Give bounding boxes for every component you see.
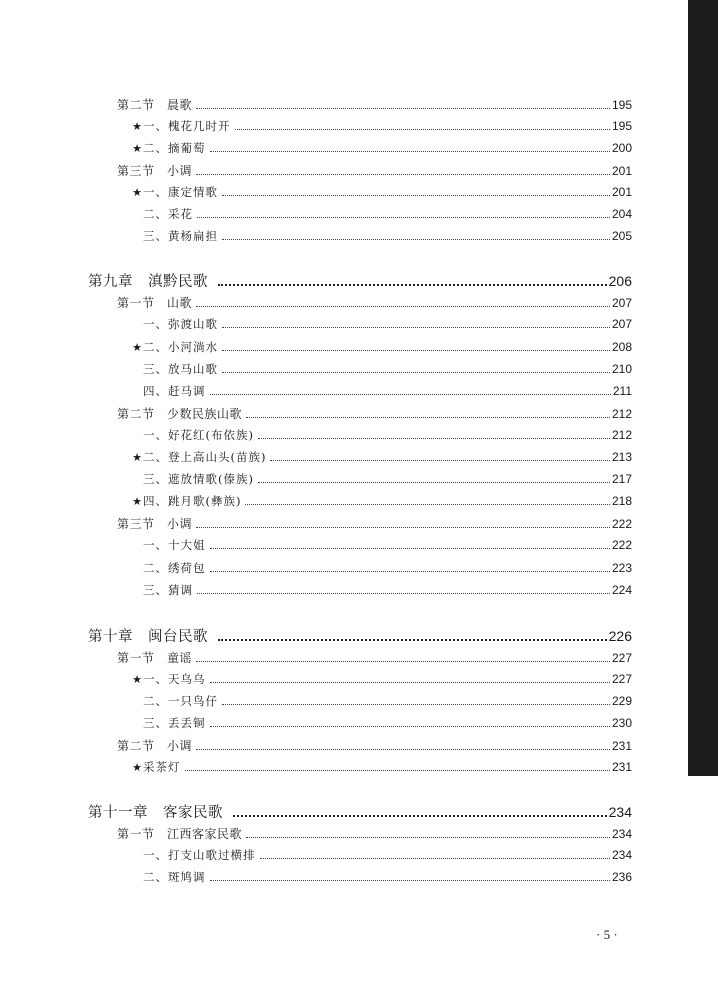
toc-entry-song bbox=[128, 361, 632, 377]
dot-leader bbox=[222, 327, 610, 328]
toc-entry-page: 210 bbox=[611, 362, 632, 376]
dot-leader bbox=[210, 880, 610, 881]
toc-entry-song bbox=[128, 869, 632, 885]
dot-leader bbox=[210, 548, 610, 549]
toc-entry-page: 201 bbox=[611, 185, 632, 199]
toc-entry-page: 207 bbox=[611, 296, 632, 310]
toc-entry-title: 二、小河淌水 bbox=[143, 340, 218, 354]
toc-entry-title: 二、绣荷包 bbox=[143, 561, 206, 575]
toc-entry-section bbox=[117, 825, 632, 842]
toc-entry-title: 三、丢丢铜 bbox=[143, 716, 206, 730]
toc-entry-song bbox=[128, 693, 632, 709]
toc-entry-title: 第三节 小调 bbox=[117, 517, 193, 531]
toc-entry-title: 第一节 江西客家民歌 bbox=[117, 827, 243, 841]
toc-entry-title: 第二节 小调 bbox=[117, 739, 193, 753]
dot-leader bbox=[210, 571, 610, 572]
toc-entry-title: 一、槐花几时开 bbox=[143, 119, 231, 133]
dot-leader bbox=[197, 593, 610, 594]
toc-entry-page: 204 bbox=[611, 207, 632, 221]
toc-entry-title: 采茶灯 bbox=[143, 760, 181, 774]
toc-entry-title: 一、十大姐 bbox=[143, 538, 206, 552]
toc-entry-page: 227 bbox=[611, 651, 632, 665]
dot-leader bbox=[233, 815, 607, 817]
dot-leader bbox=[210, 682, 610, 683]
toc-entry-page: 231 bbox=[611, 739, 632, 753]
toc-entry-title: 一、打支山歌过横排 bbox=[143, 848, 256, 862]
toc-entry-song bbox=[128, 383, 632, 399]
toc-entry-song bbox=[128, 471, 632, 487]
toc-entry-title: 第三节 小调 bbox=[117, 164, 193, 178]
toc-entry-title: 一、康定情歌 bbox=[143, 185, 218, 199]
dot-leader bbox=[246, 837, 610, 838]
dot-leader bbox=[197, 217, 610, 218]
toc-entry-page: 234 bbox=[611, 827, 632, 841]
toc-entry-page: 230 bbox=[611, 716, 632, 730]
toc-entry-page: 236 bbox=[611, 870, 632, 884]
toc-entry-section bbox=[117, 405, 632, 422]
toc-entry-page: 234 bbox=[608, 804, 632, 820]
toc-entry-song bbox=[128, 493, 632, 509]
toc-entry-title: 三、遮放情歌(傣族) bbox=[143, 472, 254, 486]
toc-entry-song bbox=[128, 759, 632, 775]
toc-entry-page: 223 bbox=[611, 561, 632, 575]
star-icon: ★ bbox=[132, 142, 142, 155]
toc-entry-page: 229 bbox=[611, 694, 632, 708]
toc-entry-song bbox=[128, 671, 632, 687]
toc-entry-song bbox=[128, 184, 632, 200]
toc-entry-page: 195 bbox=[611, 119, 632, 133]
toc-entry-page: 201 bbox=[611, 164, 632, 178]
toc-entry-song bbox=[128, 206, 632, 222]
dot-leader bbox=[218, 639, 607, 641]
dot-leader bbox=[246, 417, 610, 418]
toc-entry-song bbox=[128, 140, 632, 156]
toc-entry-song bbox=[128, 316, 632, 332]
toc-entry-page: 195 bbox=[611, 98, 632, 112]
dot-leader bbox=[258, 482, 610, 483]
toc-entry-title: 四、赶马调 bbox=[143, 384, 206, 398]
dot-leader bbox=[222, 372, 610, 373]
dot-leader bbox=[196, 749, 610, 750]
dot-leader bbox=[210, 726, 610, 727]
toc-entry-page: 234 bbox=[611, 848, 632, 862]
dot-leader bbox=[222, 195, 610, 196]
toc-entry-song bbox=[128, 427, 632, 443]
toc-entry-song bbox=[128, 449, 632, 465]
toc-entry-title: 二、一只鸟仔 bbox=[143, 694, 218, 708]
toc-entry-chapter bbox=[88, 801, 632, 822]
star-icon: ★ bbox=[132, 451, 142, 464]
dot-leader bbox=[185, 770, 610, 771]
toc-entry-page: 231 bbox=[611, 760, 632, 774]
toc-entry-title: 第二节 少数民族山歌 bbox=[117, 407, 243, 421]
toc-entry-chapter bbox=[88, 625, 632, 646]
toc-entry-page: 212 bbox=[611, 428, 632, 442]
side-thumb-tab bbox=[688, 0, 718, 776]
toc-entry-page: 218 bbox=[611, 494, 632, 508]
toc-entry-page: 224 bbox=[611, 583, 632, 597]
toc-entry-title: 二、登上高山头(苗族) bbox=[143, 450, 267, 464]
toc-entry-chapter bbox=[88, 270, 632, 291]
toc-entry-song bbox=[128, 582, 632, 598]
toc-entry-page: 213 bbox=[611, 450, 632, 464]
toc-entry-section bbox=[117, 737, 632, 754]
toc-entry-page: 200 bbox=[611, 141, 632, 155]
star-icon: ★ bbox=[132, 341, 142, 354]
dot-leader bbox=[222, 704, 610, 705]
dot-leader bbox=[196, 174, 610, 175]
toc-entry-title: 第一节 童谣 bbox=[117, 651, 193, 665]
toc-entry-section bbox=[117, 96, 632, 113]
dot-leader bbox=[222, 350, 610, 351]
toc-entry-section bbox=[117, 515, 632, 532]
toc-entry-title: 第十章 闽台民歌 bbox=[88, 629, 208, 645]
dot-leader bbox=[210, 151, 610, 152]
toc-entry-song bbox=[128, 715, 632, 731]
toc-entry-page: 205 bbox=[611, 229, 632, 243]
star-icon: ★ bbox=[132, 495, 142, 508]
toc-entry-title: 一、天乌乌 bbox=[143, 672, 206, 686]
dot-leader bbox=[196, 661, 610, 662]
toc-entry-section bbox=[117, 294, 632, 311]
dot-leader bbox=[210, 394, 611, 395]
toc-entry-title: 一、弥渡山歌 bbox=[143, 317, 218, 331]
dot-leader bbox=[196, 108, 610, 109]
star-icon: ★ bbox=[132, 673, 142, 686]
toc-entry-title: 第一节 山歌 bbox=[117, 296, 193, 310]
toc-entry-song bbox=[128, 228, 632, 244]
dot-leader bbox=[270, 460, 609, 461]
star-icon: ★ bbox=[132, 761, 142, 774]
dot-leader bbox=[196, 527, 610, 528]
toc-entry-page: 207 bbox=[611, 317, 632, 331]
toc-entry-page: 217 bbox=[611, 472, 632, 486]
toc-entry-title: 一、好花红(布依族) bbox=[143, 428, 254, 442]
star-icon: ★ bbox=[132, 120, 142, 133]
toc-entry-page: 206 bbox=[608, 273, 632, 289]
toc-entry-title: 二、摘葡萄 bbox=[143, 141, 206, 155]
toc-entry-title: 二、采花 bbox=[143, 207, 193, 221]
dot-leader bbox=[235, 129, 610, 130]
toc-entry-song bbox=[128, 560, 632, 576]
dot-leader bbox=[218, 284, 607, 286]
toc-entry-title: 三、猜调 bbox=[143, 583, 193, 597]
toc-entry-song bbox=[128, 537, 632, 553]
toc-entry-title: 四、跳月歌(彝族) bbox=[143, 494, 242, 508]
toc-entry-page: 211 bbox=[612, 384, 632, 398]
toc-entry-section bbox=[117, 649, 632, 666]
toc-entry-page: 212 bbox=[611, 407, 632, 421]
star-icon: ★ bbox=[132, 186, 142, 199]
toc-entry-title: 第二节 晨歌 bbox=[117, 98, 193, 112]
toc-entry-title: 第九章 滇黔民歌 bbox=[88, 274, 208, 290]
page-number: · 5 · bbox=[596, 927, 618, 942]
toc-entry-song bbox=[128, 847, 632, 863]
toc-entry-page: 226 bbox=[608, 628, 632, 644]
toc-entry-section bbox=[117, 162, 632, 179]
toc-entry-song bbox=[128, 118, 632, 134]
toc-entry-title: 二、斑鸠调 bbox=[143, 870, 206, 884]
dot-leader bbox=[245, 504, 609, 505]
dot-leader bbox=[196, 306, 610, 307]
toc-entry-title: 三、放马山歌 bbox=[143, 362, 218, 376]
toc-entry-page: 222 bbox=[611, 538, 632, 552]
toc-entry-page: 227 bbox=[611, 672, 632, 686]
dot-leader bbox=[258, 438, 610, 439]
dot-leader bbox=[260, 858, 610, 859]
toc-entry-title: 三、黄杨扁担 bbox=[143, 229, 218, 243]
toc-entry-title: 第十一章 客家民歌 bbox=[88, 805, 223, 821]
toc-entry-song bbox=[128, 339, 632, 355]
toc-entry-page: 222 bbox=[611, 517, 632, 531]
toc-entry-page: 208 bbox=[611, 340, 632, 354]
dot-leader bbox=[222, 239, 610, 240]
